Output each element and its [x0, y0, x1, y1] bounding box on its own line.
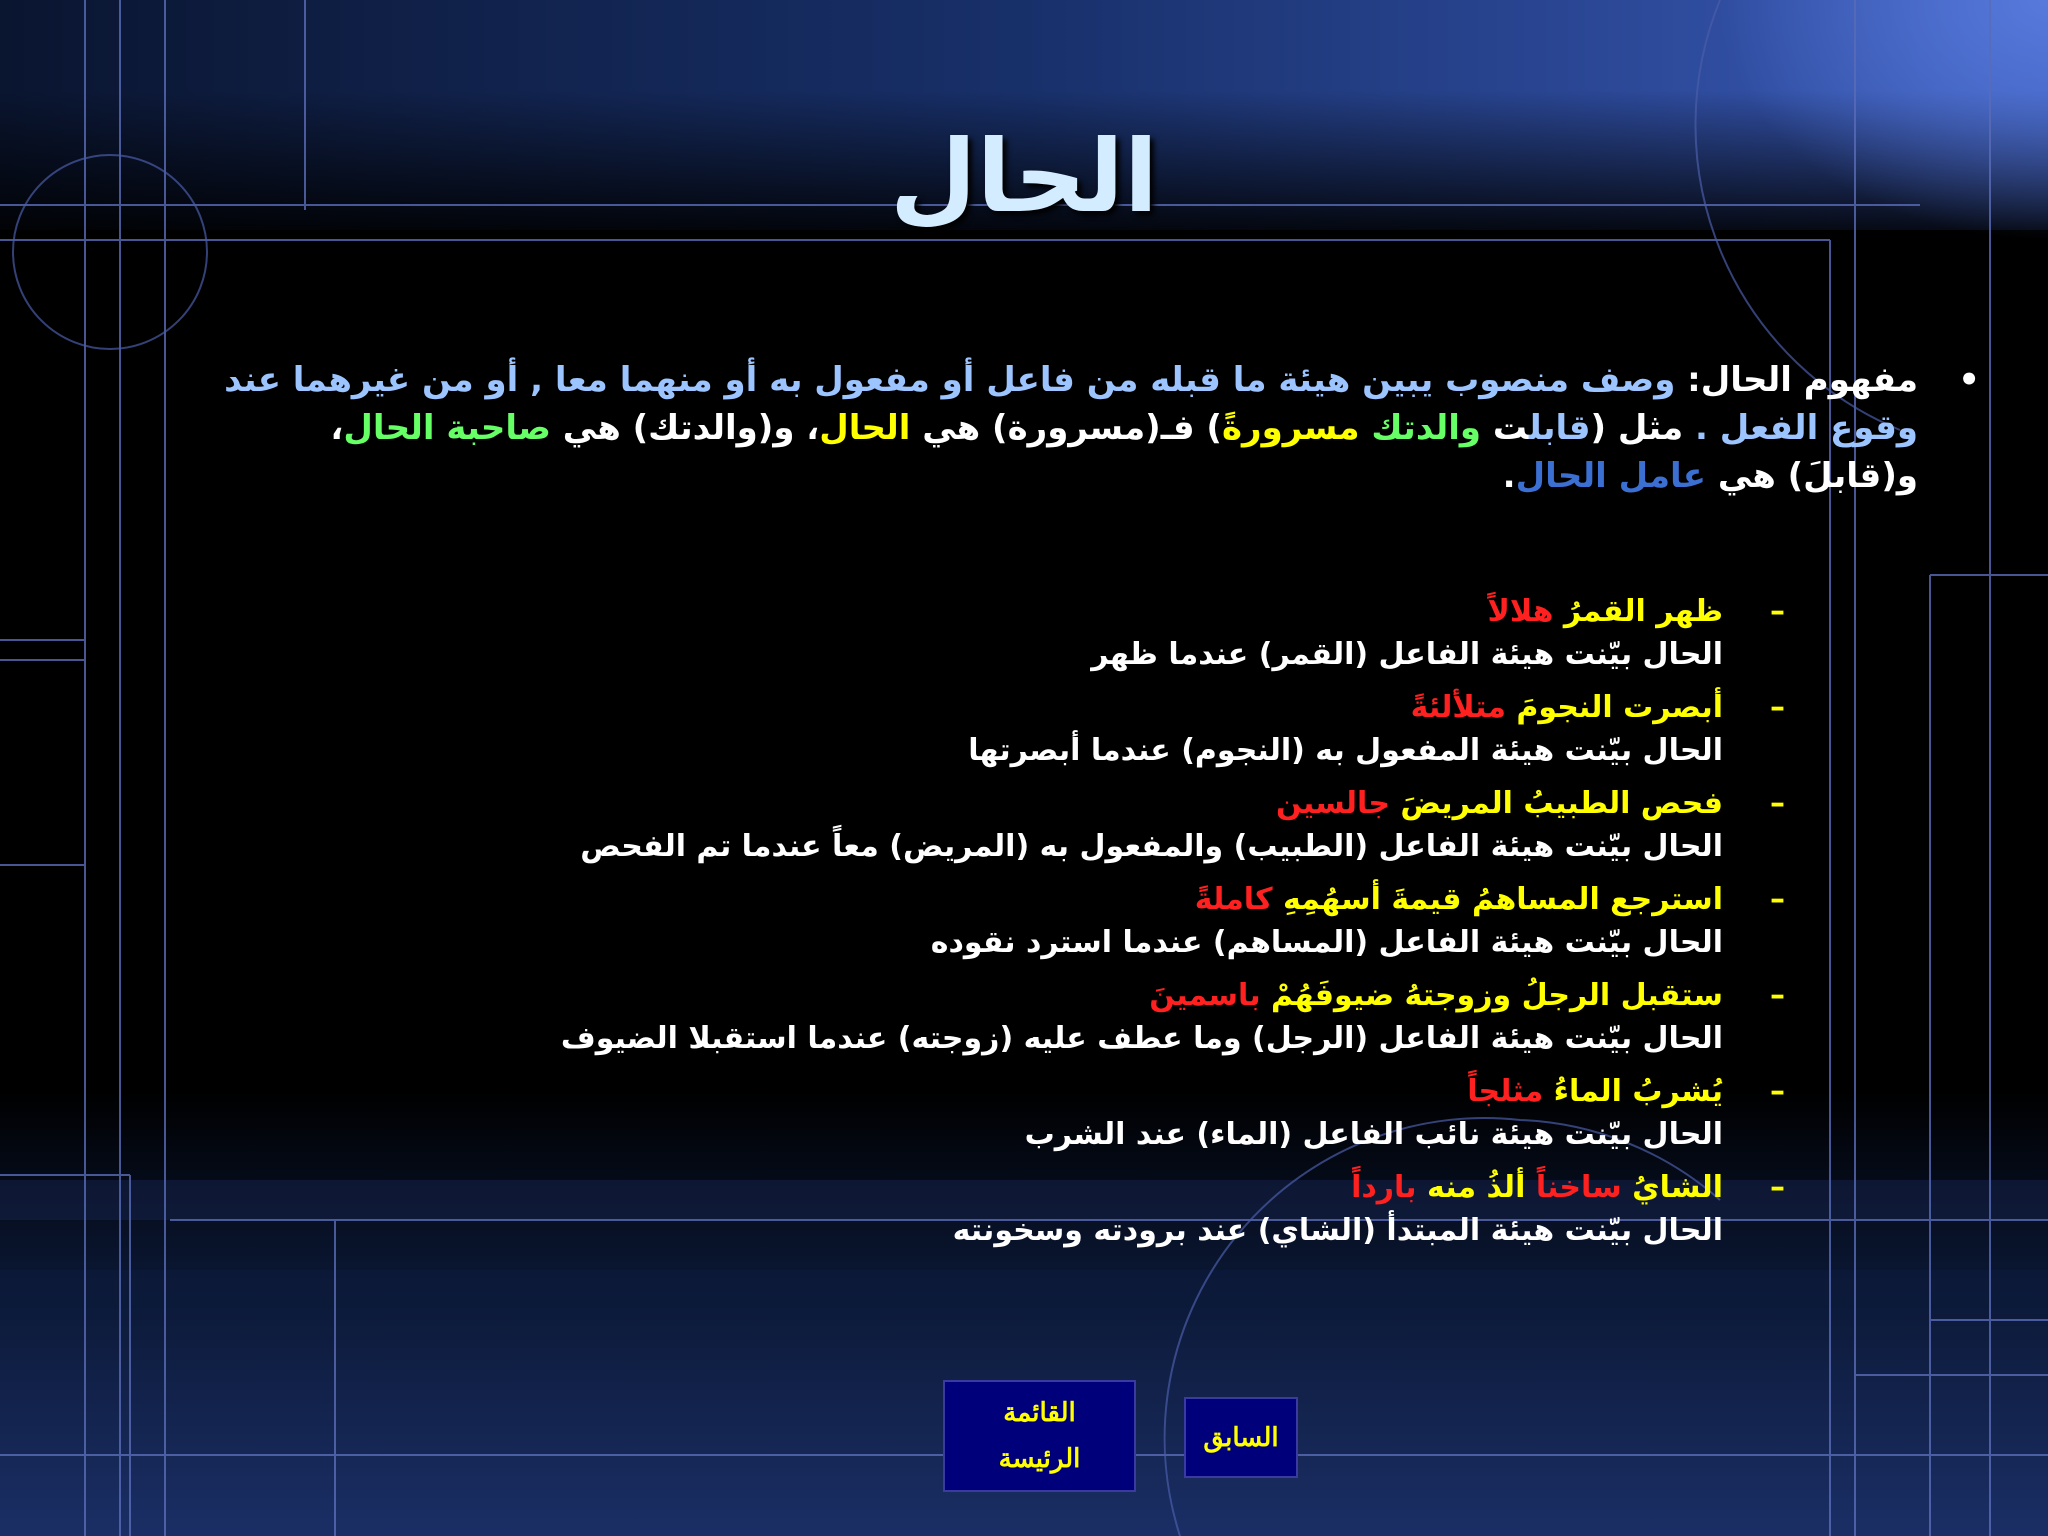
previous-button[interactable]: [1184, 1397, 1298, 1478]
example-hal-word: ساخناً: [1535, 1170, 1622, 1205]
dash-marker: –: [1770, 690, 1785, 725]
definition-text5: ، و(قابلَ) هي: [330, 408, 1918, 496]
example-hal-word: جالسين: [1276, 786, 1390, 821]
list-item: [323, 1166, 1785, 1252]
example-explanation: الحال بيّنت هيئة الفاعل (القمر) عندما ظهر: [1091, 637, 1723, 672]
dash-marker: –: [1770, 786, 1785, 821]
example-sentence: ستقبل الرجلُ وزوجتهُ ضيوفَهُمْ: [1260, 978, 1723, 1013]
example-hal-word: هلالاً: [1487, 594, 1554, 629]
list-item: [323, 686, 1785, 772]
slide-title: الحال: [889, 118, 1159, 235]
example-explanation: الحال بيّنت هيئة المبتدأ (الشاي) عند برودته وسخونته: [952, 1213, 1723, 1248]
example-explanation: الحال بيّنت هيئة الفاعل (المساهم) عندما استرد نقوده: [930, 925, 1723, 960]
main-menu-button[interactable]: [943, 1380, 1136, 1492]
example-hal-word: باسمينَ: [1149, 978, 1261, 1013]
example-hal-word-2: بارداً: [1351, 1170, 1417, 1205]
list-item: [323, 782, 1785, 868]
example-explanation: الحال بيّنت هيئة نائب الفاعل (الماء) عند الشرب: [1024, 1117, 1723, 1152]
dash-marker: –: [1770, 594, 1785, 629]
term-hal: الحال: [819, 408, 911, 448]
example-sentence: فحص الطبيبُ المريضَ: [1389, 786, 1723, 821]
example-sentence: أبصرت النجومَ: [1505, 690, 1723, 725]
example-hal-word: متلألئةً: [1410, 690, 1506, 725]
example-verb: قابل: [1528, 408, 1591, 448]
list-item: [323, 878, 1785, 964]
list-item: [323, 590, 1785, 676]
dash-marker: –: [1770, 1074, 1785, 1109]
definition-text4: ، و(والدتك) هي: [550, 408, 820, 448]
list-item: [323, 1070, 1785, 1156]
example-explanation: الحال بيّنت هيئة الفاعل (الرجل) وما عطف عليه (زوجته) عندما استقبلا الضيوف: [560, 1021, 1723, 1056]
term-sahiba: صاحبة الحال: [343, 408, 551, 448]
main-menu-label-line1: القائمة: [1003, 1398, 1076, 1428]
example-sentence-cont: ألذُ منه: [1416, 1170, 1536, 1205]
example-sentence: ظهر القمرُ: [1553, 594, 1723, 629]
example-hal-word: مثلجاً: [1467, 1074, 1544, 1109]
example-explanation: الحال بيّنت هيئة المفعول به (النجوم) عندما أبصرتها: [968, 733, 1723, 768]
example-sentence: يُشربُ الماءُ: [1543, 1074, 1723, 1109]
definition-example-intro: مثل (: [1590, 408, 1684, 448]
term-amil: عامل الحال: [1515, 456, 1706, 496]
example-hal-word: كاملةً: [1194, 882, 1273, 917]
example-verb-suffix: ت: [1481, 408, 1529, 448]
previous-label: السابق: [1203, 1422, 1279, 1453]
bullet-dot: •: [1958, 360, 1980, 400]
main-menu-label-line2: الرئيسة: [998, 1444, 1081, 1474]
example-explanation: الحال بيّنت هيئة الفاعل (الطبيب) والمفعول به (المريض) معاً عندما تم الفحص: [580, 829, 1723, 864]
definition-text3: ) فـ(مسرورة) هي: [910, 408, 1222, 448]
definition-end: .: [1502, 456, 1516, 496]
list-item: [323, 974, 1785, 1060]
definition-text: وصف منصوب يبين هيئة ما قبله من فاعل أو مفعول به أو منهما معا , أو من غيرهما عند وقوع الفعل .: [224, 360, 1918, 448]
definition-label: مفهوم الحال:: [1687, 360, 1918, 400]
definition-bullet: [218, 356, 1980, 500]
examples-list: [323, 590, 1785, 1262]
example-subject: والدتك: [1371, 408, 1482, 448]
example-hal: مسرورةً: [1221, 408, 1372, 448]
dash-marker: –: [1770, 1170, 1785, 1205]
example-sentence: استرجع المساهمُ قيمةَ أسهُمِهِ: [1272, 882, 1723, 917]
example-sentence: الشايُ: [1621, 1170, 1723, 1205]
dash-marker: –: [1770, 882, 1785, 917]
dash-marker: –: [1770, 978, 1785, 1013]
